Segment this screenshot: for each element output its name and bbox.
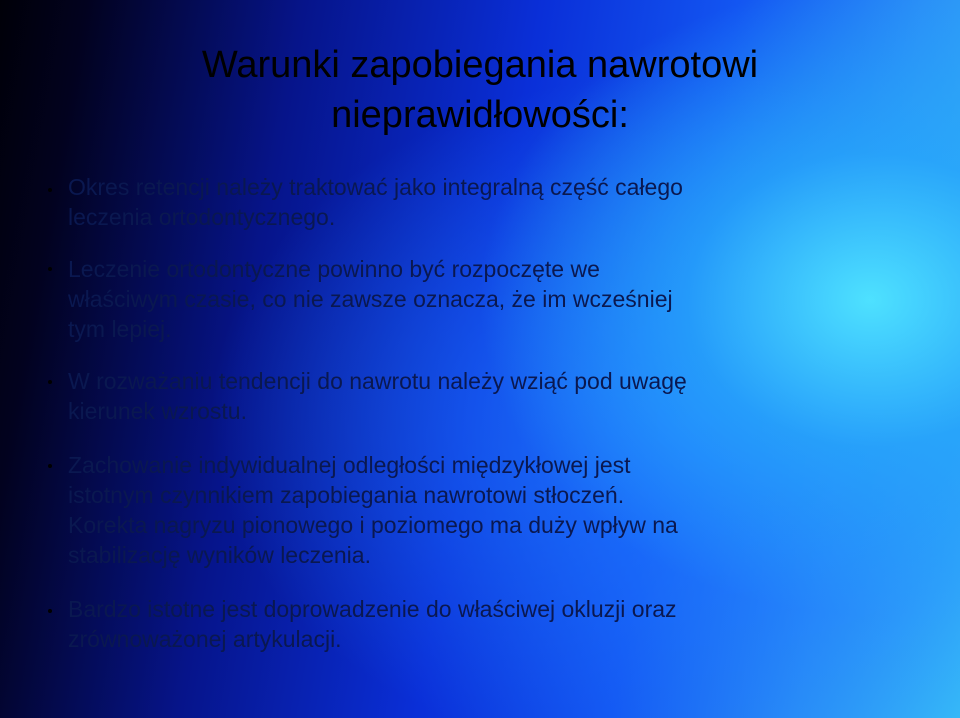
bullet-text-line: tym lepiej.: [68, 316, 172, 342]
bullet-text-1: [68, 172, 858, 232]
slide-title-line-1: Warunki zapobiegania nawrotowi: [201, 44, 759, 86]
bullet-text-line: zrównoważonej artykulacji.: [68, 626, 342, 652]
bullet-text-line: Korekta nagryzu pionowego i poziomego ma duży wpływ na: [68, 512, 678, 538]
bullet-dot-icon: [48, 267, 52, 271]
bullet-text-line: kierunek wzrostu.: [68, 398, 247, 424]
bullet-text-line: Okres retencji należy traktować jako integralną część całego: [68, 174, 683, 200]
bullet-text-2: [68, 254, 858, 344]
bullet-text-3: [68, 366, 858, 426]
bullet-text-line: właściwym czasie, co nie zawsze oznacza, że im wcześniej: [68, 286, 673, 312]
bullet-text-line: Zachowanie indywidualnej odległości międzykłowej jest: [68, 452, 631, 478]
bullet-text-4: [68, 450, 858, 570]
bullet-text-line: stabilizację wyników leczenia.: [68, 542, 371, 568]
slide-title: [60, 40, 900, 140]
bullet-dot-icon: [48, 188, 52, 192]
bullet-text-line: Leczenie ortodontyczne powinno być rozpoczęte we: [68, 256, 600, 282]
bullet-dot-icon: [48, 380, 52, 384]
bullet-text-line: W rozważaniu tendencji do nawrotu należy wziąć pod uwagę: [68, 368, 687, 394]
slide-title-line-2: nieprawidłowości:: [331, 94, 629, 136]
bullet-text-line: istotnym czynnikiem zapobiegania nawrotowi stłoczeń.: [68, 482, 625, 508]
bullet-dot-icon: [48, 609, 52, 613]
bullet-text-line: Bardzo istotne jest doprowadzenie do właściwej okluzji oraz: [68, 596, 677, 622]
bullet-dot-icon: [48, 464, 52, 468]
bullet-text-5: [68, 594, 858, 654]
bullet-text-line: leczenia ortodontycznego.: [68, 204, 336, 230]
